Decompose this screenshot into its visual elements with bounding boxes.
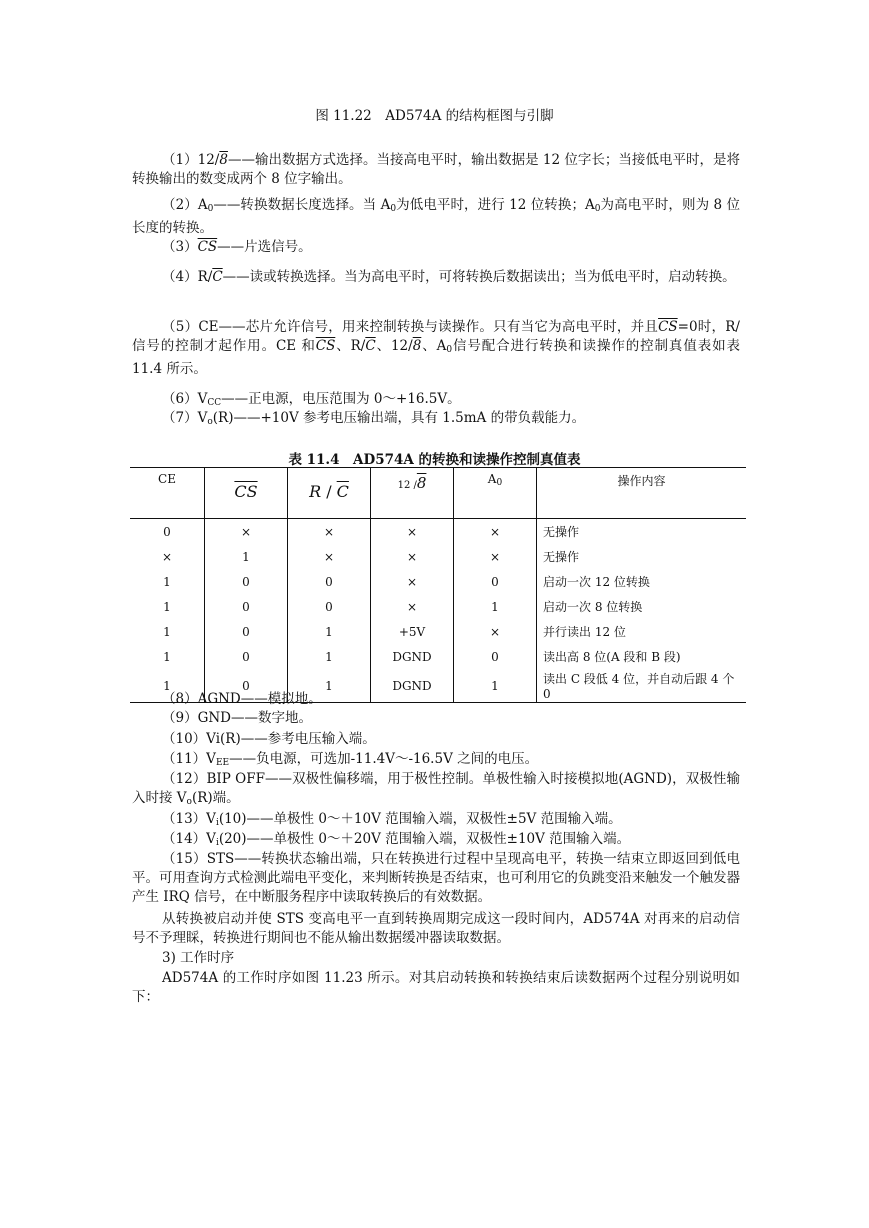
pin-5-desc: （5）CE——芯片允许信号，用来控制转换与读操作。只有当它为高电平时，并且$\overline{CS}=0$时，R/信号的控制才起作用。CE 和$\overline{CS}$、$R/\overline{C}$、12/8、$A_0$信号配合进行转换和读操作的控制真值表如表 11.4 所示。 <box>132 319 741 377</box>
table-cell: DGND <box>371 644 454 669</box>
table-cell: 启动一次 8 位转换 <box>537 594 747 619</box>
table-cell: 0 <box>454 644 537 669</box>
table-cell: 1 <box>454 594 537 619</box>
table-cell: 0 <box>288 569 371 594</box>
pin-2-desc: $(2)A_0——$转换数据长度选择。当 $A_0$为低电平时，进行 12 位转换；$A_0$为高电平时，则为 8 位长度的转换。 <box>132 197 741 236</box>
table-cell: 0 <box>205 669 288 703</box>
pin-1-desc: （1）12/8——输出数据方式选择。当接高电平时，输出数据是 12 位字长；当接低电平时，是将转换输出的数变成两个 8 位字输出。 <box>132 152 740 187</box>
table-cell: 1 <box>130 669 205 703</box>
table-cell: 启动一次 12 位转换 <box>537 569 747 594</box>
table-cell: 0 <box>205 594 288 619</box>
col-header-cs: $\overline{CS}$ <box>205 468 288 519</box>
table-cell: 0 <box>163 524 171 539</box>
table-cell: DGND <box>371 669 454 703</box>
table-cell: 读出 C 段低 4 位，并自动后跟 4 个 0 <box>537 669 747 703</box>
table-row <box>130 569 746 594</box>
pin-12-desc: （12）BIP OFF——双极性偏移端，用于极性控制。单极性输入时接模拟地(AGND)，双极性输入时接 $V_o(R)$端。 <box>132 771 740 807</box>
table-cell: × <box>288 544 371 569</box>
table-cell: × <box>371 519 454 545</box>
col-header-ce: CE <box>130 468 205 519</box>
timing-intro-paragraph: AD574A 的工作时序如图 11.23 所示。对其启动转换和转换结束后读数据两个过程分别说明如下： <box>132 970 740 1005</box>
table-cell: × <box>371 544 454 569</box>
table-cell: 1 <box>288 644 371 669</box>
table-cell: × <box>454 619 537 644</box>
table-cell: 无操作 <box>537 519 747 545</box>
table-cell: 1 <box>205 544 288 569</box>
table-cell: 无操作 <box>537 544 747 569</box>
pin-8-desc: （8）AGND——模拟地。 <box>162 691 322 707</box>
table-row <box>130 544 746 569</box>
table-cell: 0 <box>205 619 288 644</box>
pin-6-desc: $(6)V_{CC}——$正电源，电压范围为 0～+16.5V。 <box>162 391 461 408</box>
section-heading-timing: 3) 工作时序 <box>162 950 235 966</box>
table-cell: 0 <box>454 569 537 594</box>
figure-caption: 图 11.22 AD574A 的结构框图与引脚 <box>315 108 554 124</box>
table-cell: 1 <box>454 669 537 703</box>
table-cell: × <box>454 544 537 569</box>
table-cell: 0 <box>205 569 288 594</box>
col-header-rc: R / $\overline{C}$ <box>288 468 371 519</box>
table-row <box>130 594 746 619</box>
table-row <box>130 644 746 669</box>
table-cell: 1 <box>288 669 371 703</box>
table-cell: × <box>161 549 173 564</box>
col-header-12-8: 12 /8 <box>371 468 454 519</box>
pin-9-desc: （9）GND——数字地。 <box>162 710 313 726</box>
pin-13-desc: $(13)V_i(10)——$单极性 0～＋10V 范围输入端，双极性±5V 范围输入端。 <box>162 811 622 828</box>
table-row <box>130 519 746 545</box>
table-cell: 并行读出 12 位 <box>537 619 747 644</box>
table-cell: 0 <box>288 594 371 619</box>
table-cell: 1 <box>163 574 171 589</box>
pin-10-desc: （10）Vi(R)——参考电压输入端。 <box>162 731 376 747</box>
col-header-operation: 操作内容 <box>537 468 747 519</box>
sts-note-paragraph: 从转换被启动并使 STS 变高电平一直到转换周期完成这一段时间内，AD574A 对再来的启动信号不予理睬，转换进行期间也不能从输出数据缓冲器读取数据。 <box>132 911 740 946</box>
pin-7-desc: $(7)V_o(R)——+10V$ 参考电压输出端，具有 1.5mA 的带负载能力。 <box>162 410 586 427</box>
table-title: 表 11.4 AD574A 的转换和读操作控制真值表 <box>288 452 581 468</box>
col-header-a0: $A_0$ <box>454 468 537 519</box>
pin-11-desc: $(11)V_{EE}——$负电源，可选加-11.4V～-16.5V 之间的电压。 <box>162 751 539 768</box>
pin-15-desc: （15）STS——转换状态输出端，只在转换进行过程中呈现高电平，转换一结束立即返回到低电平。可用查询方式检测此端电平变化，来判断转换是否结束，也可利用它的负跳变沿来触发一个触发器产生 IRQ 信号，在中断服务程序中读取转换后的有效数据。 <box>132 851 740 905</box>
table-cell: 1 <box>163 599 171 614</box>
pin-4-desc: $(4)R/\overline{C}——$读或转换选择。当为高电平时，可将转换后数据读出；当为低电平时，启动转换。 <box>162 269 736 285</box>
pin-14-desc: $(14)V_i(20)——$单极性 0～＋20V 范围输入端，双极性±10V 范围输入端。 <box>162 831 631 848</box>
table-cell: +5V <box>371 619 454 644</box>
table-cell: × <box>371 569 454 594</box>
table-row <box>130 619 746 644</box>
table-cell: × <box>454 519 537 545</box>
pin-3-desc: $(3)\overline{CS}——$片选信号。 <box>162 239 312 255</box>
table-cell: 0 <box>205 644 288 669</box>
truth-table <box>130 467 746 703</box>
table-cell: 读出高 8 位(A 段和 B 段) <box>537 644 747 669</box>
table-cell: × <box>205 519 288 545</box>
table-cell: 1 <box>163 624 171 639</box>
table-cell: 1 <box>163 649 171 664</box>
table-cell: × <box>288 519 371 545</box>
table-cell: 1 <box>288 619 371 644</box>
table-cell: × <box>371 594 454 619</box>
